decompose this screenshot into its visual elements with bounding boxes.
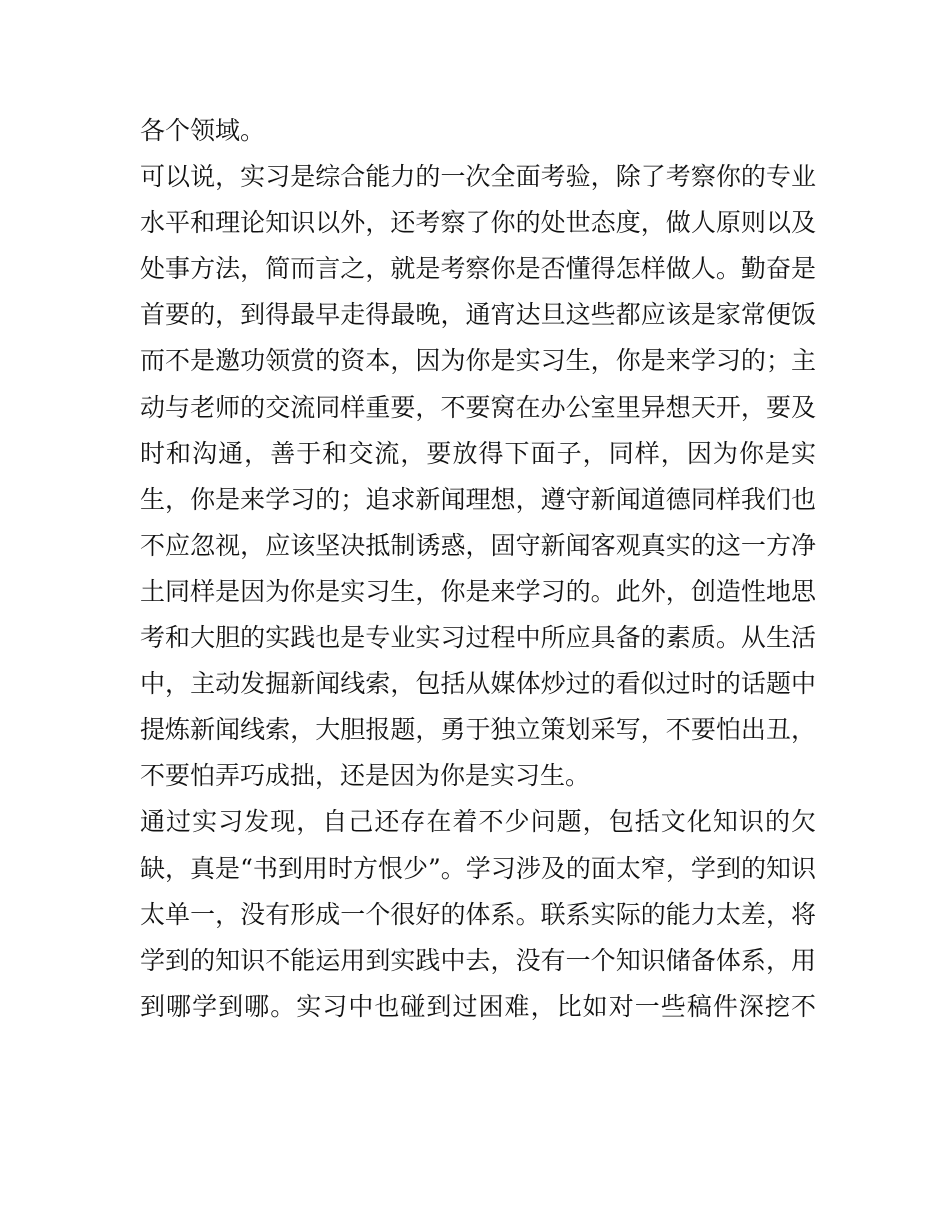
text-line: 时和沟通，善于和交流，要放得下面子，同样，因为你是实: [140, 438, 816, 468]
text-line: 水平和理论知识以外，还考察了你的处世态度，做人原则以及: [140, 208, 816, 238]
text-line: 通过实习发现，自己还存在着不少问题，包括文化知识的欠: [140, 807, 816, 837]
text-line: 首要的，到得最早走得最晚，通宵达旦这些都应该是家常便饭: [140, 300, 816, 330]
text-line: 不应忽视，应该坚决抵制诱惑，固守新闻客观真实的这一方净: [140, 530, 816, 560]
text-line: 太单一，没有形成一个很好的体系。联系实际的能力太差，将: [140, 899, 816, 929]
document-body: [140, 108, 816, 1030]
text-line: 生，你是来学习的；追求新闻理想，遵守新闻道德同样我们也: [140, 484, 816, 514]
text-line: 中，主动发掘新闻线索，包括从媒体炒过的看似过时的话题中: [140, 669, 816, 699]
text-line: 动与老师的交流同样重要，不要窝在办公室里异想天开，要及: [140, 392, 816, 422]
text-line: 提炼新闻线索，大胆报题，勇于独立策划采写，不要怕出丑，: [140, 715, 816, 745]
text-line: 可以说，实习是综合能力的一次全面考验，除了考察你的专业: [140, 162, 816, 192]
text-line: 各个领域。: [140, 116, 266, 145]
text-line: 缺，真是“书到用时方恨少”。学习涉及的面太窄，学到的知识: [140, 853, 816, 883]
text-line: 不要怕弄巧成拙，还是因为你是实习生。: [140, 761, 591, 791]
text-line: 学到的知识不能运用到实践中去，没有一个知识储备体系，用: [140, 945, 816, 975]
text-line: 而不是邀功领赏的资本，因为你是实习生，你是来学习的；主: [140, 346, 816, 376]
text-line: 处事方法，简而言之，就是考察你是否懂得怎样做人。勤奋是: [140, 254, 816, 284]
text-line: 到哪学到哪。实习中也碰到过困难，比如对一些稿件深挖不: [140, 991, 816, 1021]
text-line: 土同样是因为你是实习生，你是来学习的。此外，创造性地思: [140, 576, 816, 606]
text-line: 考和大胆的实践也是专业实习过程中所应具备的素质。从生活: [140, 623, 816, 653]
